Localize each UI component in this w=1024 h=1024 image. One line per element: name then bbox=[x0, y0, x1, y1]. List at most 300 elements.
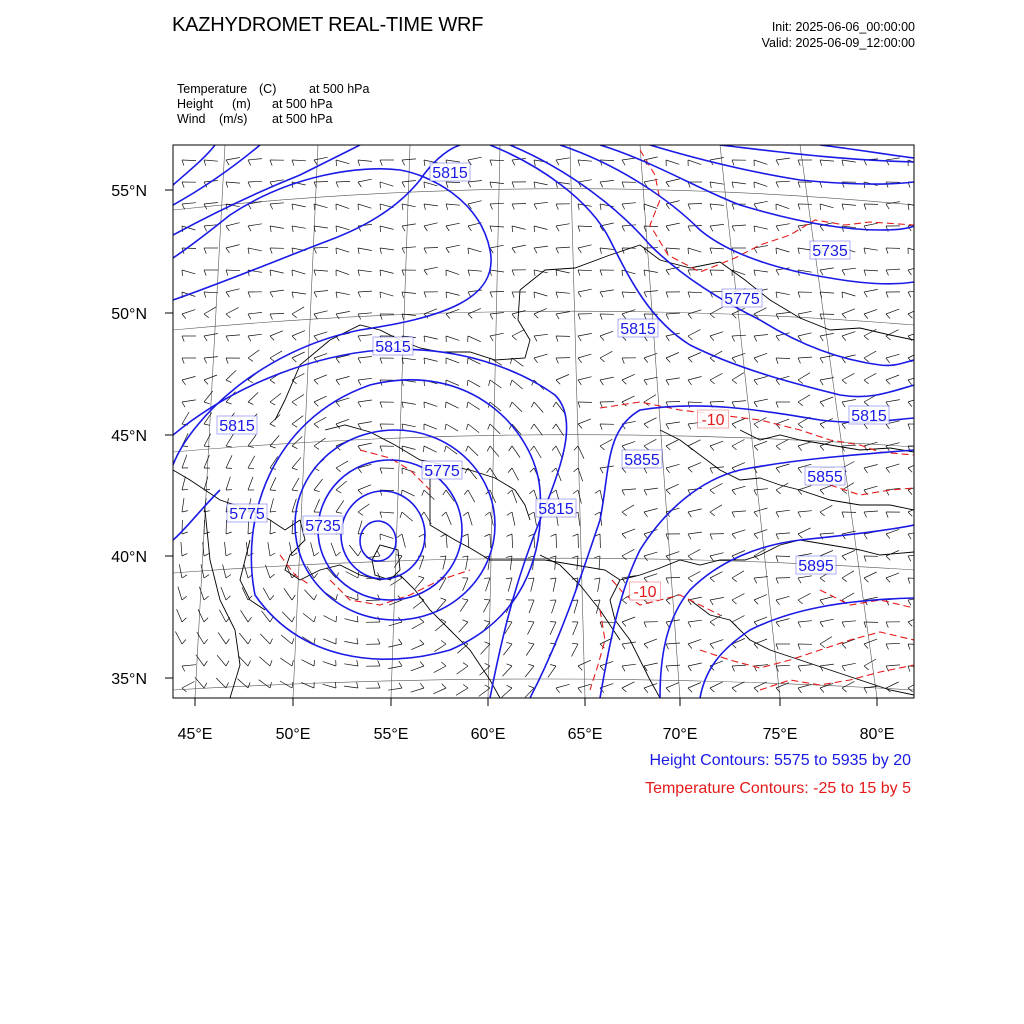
wind-barb-flag bbox=[336, 512, 342, 513]
wind-barb bbox=[842, 639, 855, 644]
wind-barb-flag bbox=[441, 662, 446, 666]
wind-barb bbox=[710, 204, 724, 205]
wind-barb bbox=[358, 400, 372, 402]
wind-barb-flag bbox=[666, 314, 669, 319]
wind-barb bbox=[864, 373, 876, 380]
wind-barb-flag bbox=[622, 600, 627, 604]
wind-barb bbox=[490, 534, 491, 548]
wind-barb-flag bbox=[622, 534, 626, 538]
wind-barb bbox=[732, 511, 746, 512]
wind-barb bbox=[292, 478, 299, 490]
field-unit: (C) bbox=[259, 82, 277, 96]
wind-barb bbox=[468, 336, 481, 342]
wind-barb-flag bbox=[864, 182, 865, 188]
wind-barb bbox=[556, 684, 570, 688]
wind-barb bbox=[688, 509, 702, 512]
wind-barb-flag bbox=[600, 292, 603, 297]
wind-barb bbox=[490, 333, 504, 336]
wind-barb-flag bbox=[292, 424, 297, 427]
wind-barb bbox=[182, 248, 196, 249]
wind-barb bbox=[468, 512, 472, 525]
wind-barb-flag bbox=[182, 596, 187, 600]
wind-barb bbox=[182, 400, 196, 402]
wind-barb bbox=[820, 664, 834, 666]
wind-barb-flag bbox=[248, 204, 251, 209]
wind-barb-flag bbox=[204, 553, 209, 556]
wind-barb-flag bbox=[446, 226, 449, 231]
wind-barb bbox=[292, 307, 304, 314]
wind-barb-flag bbox=[380, 468, 382, 474]
wind-barb-flag bbox=[644, 644, 648, 648]
wind-barb-flag bbox=[842, 666, 845, 671]
lon-label: 60°E bbox=[470, 726, 506, 743]
wind-barb-flag bbox=[270, 248, 272, 254]
wind-barb-flag bbox=[798, 292, 800, 298]
wind-barb bbox=[600, 377, 614, 380]
wind-barb bbox=[411, 666, 424, 671]
wind-barb bbox=[556, 292, 570, 293]
wind-barb bbox=[463, 578, 468, 591]
wind-barb bbox=[842, 160, 856, 162]
wind-barb bbox=[798, 528, 811, 534]
wind-barb-flag bbox=[446, 402, 447, 408]
wind-barb-flag bbox=[820, 380, 823, 385]
wind-barb-flag bbox=[506, 556, 512, 558]
wind-barb bbox=[292, 352, 305, 358]
wind-barb bbox=[217, 655, 226, 666]
wind-barb bbox=[512, 402, 522, 412]
wind-barb bbox=[666, 353, 679, 359]
wind-barb bbox=[710, 224, 724, 226]
wind-barb bbox=[820, 204, 834, 208]
wind-barb-flag bbox=[776, 292, 777, 298]
wind-barb-flag bbox=[594, 600, 600, 601]
wind-barb bbox=[600, 290, 614, 292]
wind-barb-flag bbox=[553, 402, 556, 407]
wind-barb bbox=[754, 399, 768, 402]
wind-barb bbox=[688, 663, 702, 666]
wind-barb-flag bbox=[292, 314, 297, 318]
wind-barb-flag bbox=[578, 248, 581, 253]
wind-barb-flag bbox=[204, 446, 210, 447]
wind-barb-flag bbox=[358, 270, 359, 276]
field-name: Height bbox=[177, 97, 214, 111]
wind-barb bbox=[908, 332, 921, 336]
wind-barb-flag bbox=[886, 578, 890, 582]
wind-barb-flag bbox=[556, 380, 560, 384]
wind-barb-flag bbox=[248, 468, 254, 469]
wind-barb-flag bbox=[528, 686, 534, 688]
wind-barb-flag bbox=[864, 534, 867, 539]
wind-barb-flag bbox=[908, 534, 911, 539]
wind-barb bbox=[710, 640, 723, 644]
wind-barb bbox=[688, 463, 701, 468]
wind-barb bbox=[842, 292, 855, 296]
wind-barb-flag bbox=[864, 204, 866, 210]
wind-barb-flag bbox=[358, 551, 361, 556]
wind-barb-flag bbox=[666, 468, 670, 473]
wind-barb bbox=[798, 621, 812, 622]
wind-barb bbox=[732, 616, 745, 622]
wind-barb bbox=[644, 509, 658, 513]
wind-barb-flag bbox=[908, 270, 911, 275]
wind-barb bbox=[490, 380, 502, 388]
wind-barb bbox=[424, 223, 438, 226]
wind-barb bbox=[842, 309, 855, 314]
wind-barb-flag bbox=[644, 358, 648, 363]
wind-barb bbox=[358, 248, 372, 251]
wind-barb-flag bbox=[864, 578, 868, 582]
wind-barb-flag bbox=[462, 599, 468, 600]
wind-barb-flag bbox=[732, 358, 736, 363]
wind-barb-flag bbox=[622, 688, 626, 692]
wind-barb bbox=[314, 226, 328, 228]
wind-barb-flag bbox=[754, 358, 758, 363]
wind-barb-flag bbox=[732, 666, 735, 671]
wind-barb bbox=[292, 416, 303, 424]
wind-barb-flag bbox=[886, 248, 888, 254]
wind-barb-flag bbox=[358, 160, 360, 166]
wind-barb-flag bbox=[842, 512, 844, 518]
wind-barb-flag bbox=[182, 182, 184, 188]
wind-barb bbox=[358, 313, 372, 314]
wind-barb bbox=[908, 376, 921, 380]
wind-barb-flag bbox=[336, 160, 337, 166]
wind-barb bbox=[688, 620, 702, 622]
wind-barb bbox=[380, 182, 393, 186]
wind-barb-flag bbox=[644, 380, 647, 385]
wind-barb-flag bbox=[314, 660, 315, 666]
wind-barb bbox=[842, 621, 856, 622]
wind-barb-flag bbox=[226, 270, 228, 276]
wind-barb-flag bbox=[358, 336, 361, 341]
wind-barb-flag bbox=[402, 248, 405, 253]
wind-barb-flag bbox=[798, 446, 802, 451]
wind-barb-flag bbox=[466, 424, 468, 430]
wind-barb-flag bbox=[510, 380, 512, 386]
wind-barb-flag bbox=[534, 248, 537, 253]
wind-barb bbox=[534, 270, 548, 273]
wind-barb-flag bbox=[666, 226, 669, 231]
wind-barb-flag bbox=[600, 666, 604, 671]
wind-barb-flag bbox=[710, 336, 714, 341]
wind-barb-flag bbox=[528, 556, 534, 558]
wind-barb-flag bbox=[534, 292, 535, 298]
wind-barb bbox=[886, 643, 900, 644]
wind-barb-flag bbox=[358, 512, 363, 515]
wind-barb-flag bbox=[336, 490, 341, 493]
wind-barb-flag bbox=[600, 446, 605, 450]
wind-barb bbox=[754, 182, 767, 186]
wind-barb bbox=[886, 464, 899, 468]
wind-barb bbox=[435, 622, 446, 631]
wind-barb bbox=[732, 594, 744, 600]
wind-barb bbox=[548, 666, 556, 677]
wind-barbs bbox=[175, 157, 922, 698]
wind-barb bbox=[644, 395, 656, 402]
wind-barb-flag bbox=[754, 402, 757, 407]
wind-barb-flag bbox=[248, 314, 251, 319]
wind-barb bbox=[754, 489, 768, 490]
wind-barb bbox=[221, 587, 226, 600]
wind-barb-flag bbox=[378, 639, 380, 645]
wind-barb bbox=[644, 377, 658, 380]
lat-label: 55°N bbox=[111, 183, 147, 200]
wind-barb bbox=[411, 644, 424, 650]
wind-barb-flag bbox=[732, 534, 736, 539]
wind-barb-flag bbox=[528, 664, 534, 666]
wind-barb-flag bbox=[666, 490, 670, 494]
wind-barb-flag bbox=[864, 314, 868, 319]
wind-barb-flag bbox=[248, 358, 253, 361]
wind-barb bbox=[578, 377, 592, 380]
wind-barb bbox=[327, 568, 336, 578]
wind-barb bbox=[732, 440, 744, 447]
wind-barb bbox=[798, 576, 812, 578]
wind-barb bbox=[666, 464, 680, 468]
wind-barb-flag bbox=[292, 358, 296, 362]
wind-barb bbox=[534, 402, 543, 413]
wind-barb bbox=[446, 309, 459, 314]
wind-barb-flag bbox=[622, 644, 625, 649]
wind-barb-flag bbox=[506, 664, 512, 666]
wind-barb bbox=[754, 508, 767, 512]
wind-barb bbox=[292, 270, 305, 274]
wind-barb bbox=[666, 248, 680, 249]
wind-barb-flag bbox=[226, 575, 231, 579]
wind-barb-flag bbox=[462, 620, 468, 622]
wind-barb bbox=[446, 204, 460, 205]
wind-barb bbox=[303, 613, 314, 622]
wind-barb bbox=[732, 419, 745, 425]
wind-barb-flag bbox=[529, 490, 534, 494]
wind-barb-flag bbox=[506, 578, 512, 579]
wind-barb bbox=[380, 292, 393, 296]
wind-barb bbox=[270, 226, 284, 228]
wind-barb-flag bbox=[574, 468, 579, 472]
wind-barb bbox=[413, 600, 424, 609]
wind-barb bbox=[908, 485, 921, 490]
wind-barb-flag bbox=[732, 578, 737, 582]
wind-barb bbox=[446, 336, 459, 340]
wind-barb-flag bbox=[864, 644, 868, 649]
wind-barb bbox=[886, 354, 900, 358]
wind-barb-flag bbox=[776, 446, 781, 450]
wind-barb bbox=[204, 455, 209, 468]
height-contour-legend: Height Contours: 5575 to 5935 by 20 bbox=[649, 752, 911, 769]
wind-barb-flag bbox=[226, 380, 231, 383]
wind-barb-flag bbox=[512, 226, 513, 232]
wind-barb bbox=[732, 571, 744, 578]
wind-barb-flag bbox=[754, 490, 757, 495]
wind-barb-flag bbox=[886, 314, 890, 319]
wind-barb-flag bbox=[358, 248, 359, 254]
wind-barb bbox=[732, 463, 745, 468]
wind-barb bbox=[490, 160, 504, 161]
svg-text:5815: 5815 bbox=[219, 418, 255, 435]
wind-barb-flag bbox=[710, 534, 712, 540]
wind-barb-flag bbox=[622, 182, 624, 188]
wind-barb bbox=[754, 160, 767, 164]
lon-label: 50°E bbox=[275, 726, 311, 743]
wind-barb bbox=[248, 334, 262, 336]
wind-barb bbox=[292, 292, 306, 294]
wind-barb-flag bbox=[666, 534, 668, 540]
wind-barb bbox=[556, 446, 563, 458]
wind-barb-flag bbox=[600, 358, 605, 362]
valid-time: Valid: 2025-06-09_12:00:00 bbox=[761, 36, 915, 50]
wind-barb bbox=[344, 641, 358, 644]
wind-barb-flag bbox=[622, 292, 624, 298]
wind-barb bbox=[820, 637, 832, 644]
wind-barb bbox=[388, 644, 402, 647]
wind-barb bbox=[864, 351, 876, 358]
wind-barb-flag bbox=[226, 358, 228, 364]
wind-barb bbox=[573, 622, 578, 635]
wind-barb bbox=[302, 660, 315, 666]
wind-barb-flag bbox=[292, 617, 295, 622]
wind-barb bbox=[446, 358, 459, 363]
wind-barb-flag bbox=[710, 226, 713, 231]
wind-barb bbox=[314, 291, 328, 293]
wind-barb-flag bbox=[666, 600, 670, 604]
wind-barb-flag bbox=[754, 226, 755, 232]
wind-barb-flag bbox=[380, 292, 381, 298]
wind-barb-flag bbox=[292, 226, 293, 232]
wind-barb bbox=[553, 578, 556, 592]
wind-barb-flag bbox=[842, 336, 846, 341]
wind-barb bbox=[864, 659, 876, 666]
wind-barb bbox=[776, 510, 790, 512]
wind-barb bbox=[864, 465, 878, 469]
wind-barb-flag bbox=[378, 682, 380, 688]
wind-barb-flag bbox=[578, 402, 580, 408]
wind-barb bbox=[434, 644, 446, 652]
wind-barb-flag bbox=[468, 358, 469, 364]
wind-barb bbox=[292, 226, 306, 228]
wind-barb bbox=[908, 578, 922, 579]
wind-barb bbox=[314, 417, 326, 424]
wind-barb-flag bbox=[886, 534, 890, 539]
wind-barb-flag bbox=[578, 358, 582, 363]
wind-barb bbox=[380, 226, 394, 229]
wind-barb bbox=[402, 534, 405, 548]
wind-barb bbox=[292, 160, 306, 161]
wind-barb bbox=[798, 593, 810, 600]
wind-barb-flag bbox=[424, 446, 425, 452]
wind-barb bbox=[550, 622, 556, 635]
wind-barb-flag bbox=[463, 663, 468, 666]
wind-barb-flag bbox=[842, 424, 846, 429]
wind-barb-flag bbox=[314, 336, 318, 341]
wind-barb bbox=[204, 477, 208, 491]
wind-barb bbox=[644, 418, 657, 424]
field-unit: (m/s) bbox=[219, 112, 248, 126]
wind-barb bbox=[195, 677, 204, 688]
wind-barb-flag bbox=[644, 446, 649, 450]
wind-barb-flag bbox=[600, 402, 602, 408]
height-contour-label bbox=[303, 516, 343, 535]
wind-barb bbox=[776, 312, 790, 314]
wind-barb bbox=[358, 179, 372, 182]
wind-barb-flag bbox=[710, 622, 715, 626]
wind-barb-flag bbox=[688, 556, 693, 560]
wind-barb bbox=[394, 556, 402, 568]
wind-barb-flag bbox=[314, 446, 319, 449]
wind-barb bbox=[776, 358, 790, 359]
wind-barb-flag bbox=[529, 512, 534, 515]
wind-barb bbox=[358, 485, 371, 490]
init-time: Init: 2025-06-06_00:00:00 bbox=[771, 20, 915, 34]
wind-barb bbox=[842, 681, 854, 688]
wind-barb-flag bbox=[710, 204, 712, 210]
wind-barb-flag bbox=[314, 553, 319, 557]
wind-barb bbox=[402, 468, 415, 472]
wind-barb-flag bbox=[507, 534, 513, 536]
wind-barb bbox=[292, 395, 304, 402]
wind-barb-flag bbox=[820, 446, 824, 451]
wind-barb-flag bbox=[688, 512, 691, 517]
wind-barb-flag bbox=[490, 226, 492, 232]
wind-barb bbox=[226, 182, 240, 183]
wind-barb-flag bbox=[886, 556, 890, 560]
wind-barb-flag bbox=[270, 639, 273, 644]
wind-barb-flag bbox=[666, 424, 669, 429]
wind-barb-flag bbox=[622, 314, 626, 319]
wind-barb bbox=[281, 635, 292, 644]
wind-barb-flag bbox=[248, 639, 251, 644]
wind-barb-flag bbox=[578, 380, 581, 385]
wind-barb-flag bbox=[776, 644, 778, 650]
wind-barb bbox=[710, 597, 724, 600]
wind-barb bbox=[402, 247, 416, 248]
wind-barb bbox=[512, 534, 513, 548]
wind-barb bbox=[886, 400, 900, 402]
wind-barb-flag bbox=[420, 683, 424, 688]
wind-barb bbox=[666, 223, 680, 226]
wind-barb-flag bbox=[270, 270, 271, 276]
wind-barb-flag bbox=[666, 380, 669, 385]
wind-barb-flag bbox=[314, 573, 318, 578]
wind-barb-flag bbox=[886, 292, 888, 298]
wind-barb-flag bbox=[551, 534, 557, 536]
wind-barb-flag bbox=[798, 622, 801, 627]
wind-barb-flag bbox=[710, 380, 715, 384]
wind-barb bbox=[820, 356, 834, 359]
wind-barb bbox=[263, 588, 270, 600]
wind-barb-flag bbox=[798, 424, 803, 428]
wind-barb bbox=[204, 307, 216, 314]
wind-barb bbox=[323, 662, 336, 666]
wind-barb bbox=[798, 311, 812, 314]
wind-barb-flag bbox=[798, 534, 802, 538]
wind-barb bbox=[402, 159, 416, 160]
svg-text:5815: 5815 bbox=[375, 339, 411, 356]
wind-barb-flag bbox=[572, 556, 578, 558]
wind-barb-flag bbox=[204, 424, 210, 425]
wind-barb-flag bbox=[595, 490, 600, 493]
wind-barb bbox=[864, 572, 877, 578]
wind-barb bbox=[688, 204, 702, 205]
wind-barb-flag bbox=[378, 573, 381, 579]
wind-barb bbox=[754, 353, 767, 358]
lon-label: 75°E bbox=[762, 726, 798, 743]
wind-barb-flag bbox=[798, 666, 801, 671]
wind-barb bbox=[380, 512, 394, 513]
height-contour-label bbox=[227, 504, 267, 523]
wind-barb-flag bbox=[336, 616, 337, 622]
wind-barb bbox=[204, 160, 218, 161]
